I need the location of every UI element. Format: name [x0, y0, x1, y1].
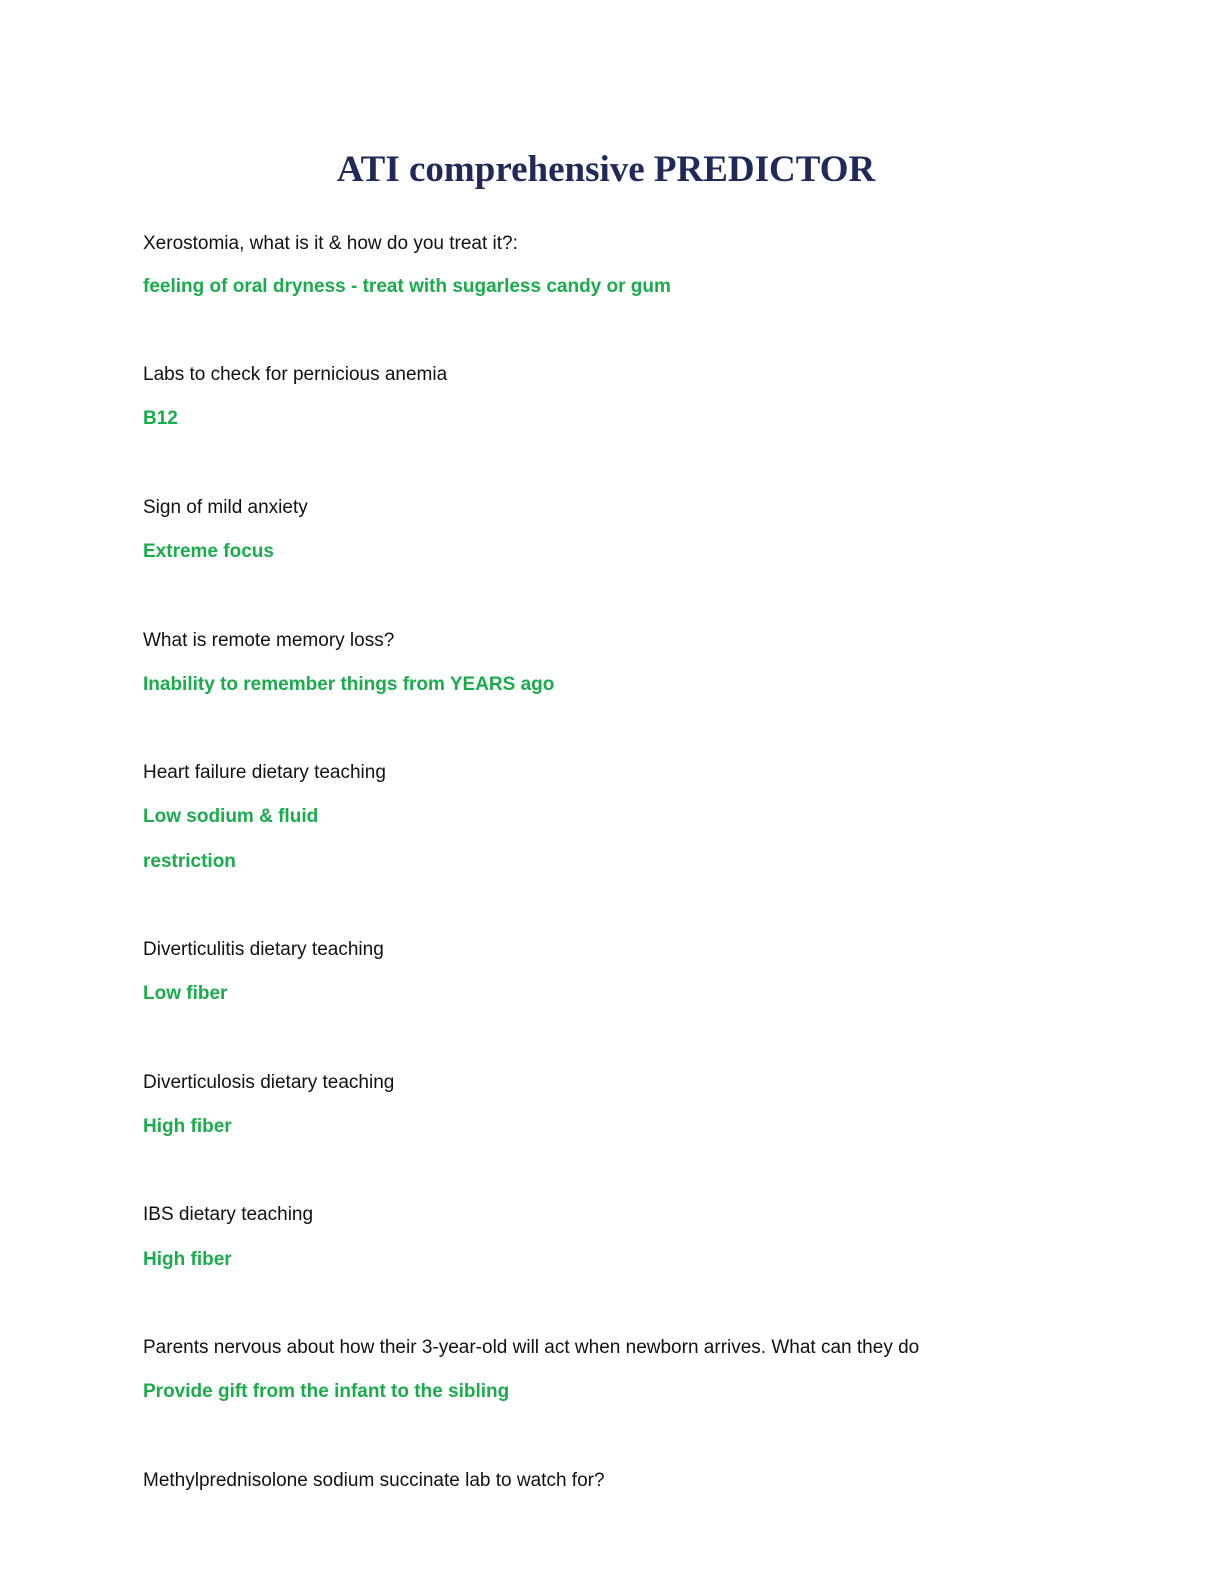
- document-title: ATI comprehensive PREDICTOR: [336, 149, 876, 190]
- answer-text: B12: [143, 408, 178, 429]
- answer-text: Low fiber: [143, 983, 228, 1004]
- question-text: Sign of mild anxiety: [143, 497, 308, 518]
- answer-text-continued: restriction: [143, 851, 236, 872]
- question-text: Methylprednisolone sodium succinate lab to watch for?: [143, 1470, 605, 1491]
- answer-text: High fiber: [143, 1116, 232, 1137]
- question-text: Labs to check for pernicious anemia: [143, 364, 448, 385]
- answer-text: Low sodium & fluid: [143, 806, 319, 827]
- answer-text: Extreme focus: [143, 541, 274, 562]
- answer-text: feeling of oral dryness - treat with sugarless candy or gum: [143, 276, 671, 297]
- answer-text: High fiber: [143, 1249, 232, 1270]
- answer-text: Inability to remember things from YEARS ago: [143, 674, 555, 695]
- question-text: What is remote memory loss?: [143, 630, 395, 651]
- question-text: Parents nervous about how their 3-year-old will act when newborn arrives. What can they do: [143, 1337, 920, 1358]
- question-text: Xerostomia, what is it & how do you treat it?:: [143, 233, 518, 254]
- answer-text: Provide gift from the infant to the sibling: [143, 1381, 510, 1402]
- question-text: IBS dietary teaching: [143, 1204, 314, 1225]
- question-text: Diverticulosis dietary teaching: [143, 1072, 395, 1093]
- question-text: Heart failure dietary teaching: [143, 762, 386, 783]
- question-text: Diverticulitis dietary teaching: [143, 939, 384, 960]
